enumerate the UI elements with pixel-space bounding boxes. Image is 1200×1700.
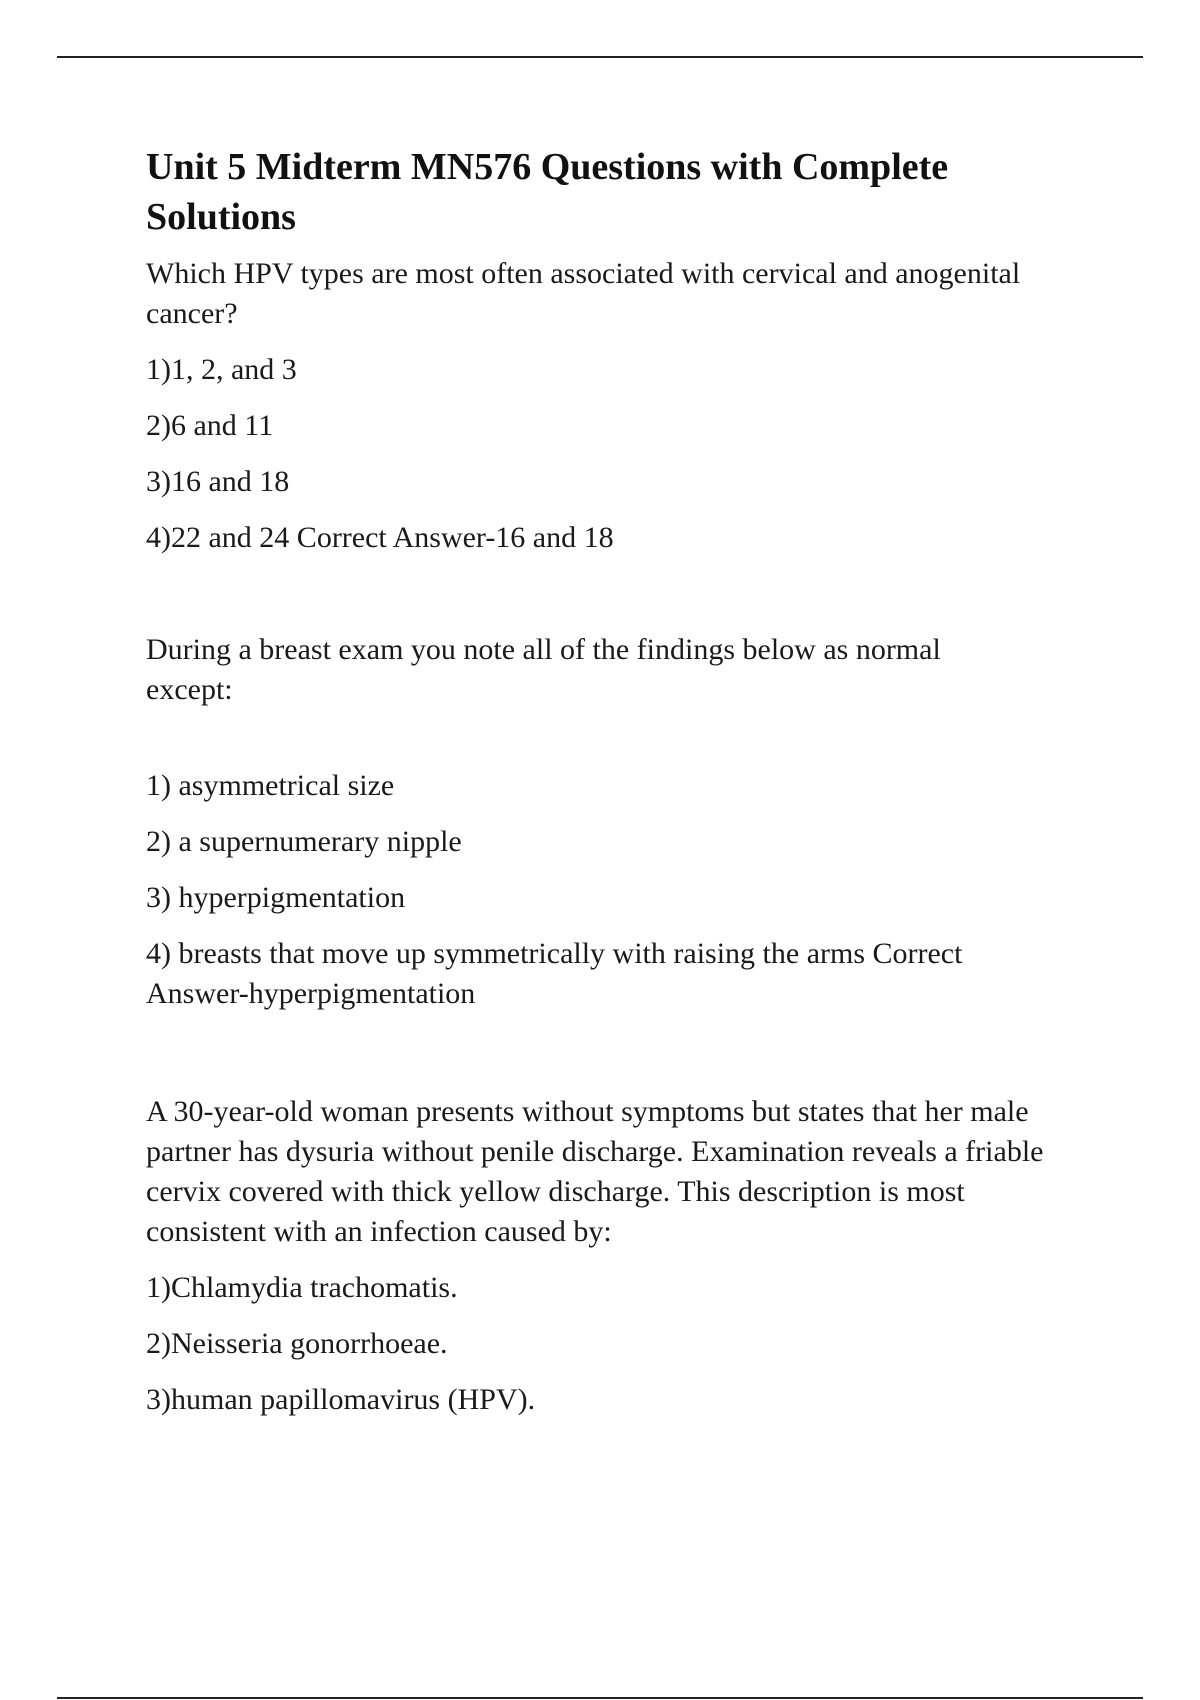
spacer — [146, 1030, 1096, 1092]
top-rule — [57, 56, 1143, 58]
answer-option: 2)Neisseria gonorrhoeae. — [146, 1327, 448, 1360]
answer-option: 3)16 and 18 — [146, 465, 290, 498]
answer-option: 1)Chlamydia trachomatis. — [146, 1271, 458, 1304]
answer-option: 4) breasts that move up symmetrically with raising the arms Correct Answer-hyperpigmentation — [146, 937, 963, 1010]
spacer — [146, 574, 1096, 630]
document-page — [146, 142, 1096, 1436]
question-2 — [146, 630, 1096, 1014]
document-title: Unit 5 Midterm MN576 Questions with Complete Solutions — [146, 146, 949, 238]
answer-option: 1) asymmetrical size — [146, 769, 395, 802]
question-stem: A 30-year-old woman presents without symptoms but states that her male partner has dysuria without penile discharge. Examination reveals a friable cervix covered with thick yellow discharge. This description is most consistent with an infection caused by: — [146, 1095, 1044, 1248]
bottom-rule — [57, 1697, 1143, 1699]
answer-option: 2)6 and 11 — [146, 409, 274, 442]
answer-option: 3) hyperpigmentation — [146, 881, 406, 914]
question-3 — [146, 1092, 1096, 1420]
question-1 — [146, 254, 1096, 558]
question-stem: Which HPV types are most often associated with cervical and anogenital cancer? — [146, 257, 1021, 330]
answer-option: 4)22 and 24 Correct Answer-16 and 18 — [146, 521, 614, 554]
question-stem: During a breast exam you note all of the findings below as normal except: — [146, 633, 941, 706]
answer-option: 3)human papillomavirus (HPV). — [146, 1383, 536, 1416]
answer-option: 2) a supernumerary nipple — [146, 825, 462, 858]
answer-option: 1)1, 2, and 3 — [146, 353, 297, 386]
